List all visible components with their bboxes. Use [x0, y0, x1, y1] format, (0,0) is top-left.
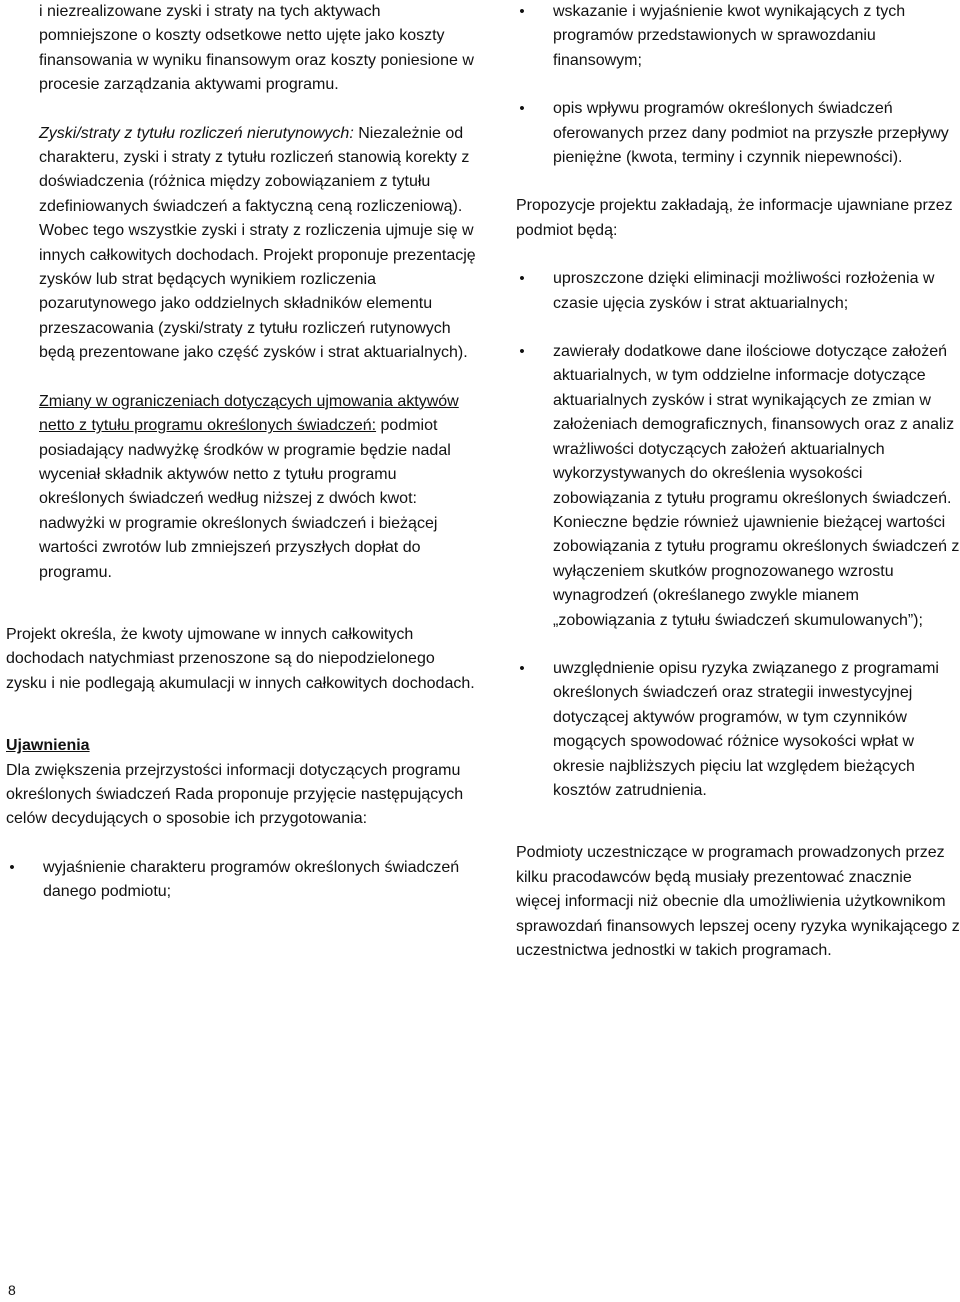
list-item-text: opis wpływu programów określonych świadczeń oferowanych przez dany podmiot na przyszłe przepływy pieniężne (kwota, terminy i czynnik niepewności). [553, 100, 949, 167]
list-item [516, 97, 960, 170]
disclosure-goals-list [6, 856, 476, 905]
list-item-text: uproszczone dzięki eliminacji możliwości rozłożenia w czasie ujęcia zysków i strat aktuarialnych; [553, 270, 935, 312]
page-number: 8 [8, 1282, 16, 1298]
paragraph-proposals: Propozycje projektu zakładają, że informacje ujawniane przez podmiot będą: [516, 197, 953, 239]
section-heading-disclosures: Ujawnienia [6, 737, 90, 755]
paragraph-disclosure-goals: Dla zwiększenia przejrzystości informacji dotyczących programu określonych świadczeń Rada proponuje przyjęcie następujących celów decydujących o sposobie ich przygotowania: [6, 761, 464, 828]
list-item [516, 0, 960, 73]
paragraph-settlements-body: Niezależnie od charakteru, zyski i straty z tytułu rozliczeń stanowią korekty z doświadczenia (różnica między zobowiązaniem z tytułu zdefiniowanych świadczeń a faktyczną ceną rozliczeniową). Wobec tego wszystkie zyski i straty z rozliczenia ujmuje się w innych całkowitych dochodach. Projekt proponuje prezentację zysków lub strat będących wynikiem rozliczenia pozarutynowego jako oddzielnych składników elementu przeszacowania (zyski/straty z tytułu rozliczeń rutynowych będą prezentowane jako część zysków i strat aktuarialnych). [39, 124, 476, 362]
paragraph-oci: Projekt określa, że kwoty ujmowane w innych całkowitych dochodach natychmiast przenoszone są do niepodzielonego zysku i nie podlegają akumulacji w innych całkowitych dochodach. [6, 625, 475, 692]
list-item [6, 856, 476, 905]
list-item [516, 340, 960, 633]
bullet-icon: • [519, 100, 525, 118]
list-item-text: wskazanie i wyjaśnienie kwot wynikających z tych programów przedstawionych w sprawozdaniu finansowym; [553, 3, 906, 69]
left-column [6, 0, 476, 905]
list-item-text: zawierały dodatkowe dane ilościowe dotyczące założeń aktuarialnych, w tym oddzielne informacje dotyczące aktuarialnych zysków i strat wynikających ze zmian w założeniach demograficznych, finansowych oraz z analiz wrażliwości dotyczących założeń aktuarialnych wykorzystywanych do określenia wysokości zobowiązania z tytułu programu określonych świadczeń. Konieczne będzie również ujawnienie bieżącej wartości zobowiązania z tytułu programu określonych świadczeń z wyłączeniem skutków prognozowanego wzrostu wynagrodzeń (określanego zwykle mianem „zobowiązania z tytułu świadczeń skumulowanych”); [553, 343, 960, 629]
bullet-icon: • [519, 270, 525, 288]
list-item [516, 657, 960, 803]
right-column [516, 0, 960, 963]
bullet-icon: • [519, 659, 525, 677]
subheading-asset-ceiling: Zmiany w ograniczeniach dotyczących ujmowania aktywów netto z tytułu programu określonych świadczeń: [39, 392, 459, 435]
paragraph-returns: i niezrealizowane zyski i straty na tych aktywach pomniejszone o koszty odsetkowe netto ujęte jako koszty finansowania w wyniku finansowym oraz koszty poniesione w procesie zarządzania aktywami programu. [39, 3, 474, 94]
paragraph-multiemployer: Podmioty uczestniczące w programach prowadzonych przez kilku pracodawców będą musiały prezentować znacznie więcej informacji niż obecnie dla umożliwienia użytkownikom sprawozdań finansowych lepszej oceny ryzyka wynikającego z uczestnictwa jednostki w takich programach. [516, 844, 960, 959]
bullet-icon: • [519, 3, 525, 20]
paragraph-asset-ceiling [6, 390, 476, 585]
paragraph-asset-ceiling-body: podmiot posiadający nadwyżkę środków w programie będzie nadal wyceniał składnik aktywów netto z tytułu programu określonych świadczeń według niższej z dwóch kwot: nadwyżki w programie określonych świadczeń i bieżącej wartości zwrotów lub zmniejszeń przyszłych dopłat do programu. [39, 417, 451, 581]
paragraph-settlements [6, 122, 476, 366]
subheading-settlements: Zyski/straty z tytułu rozliczeń nierutynowych: [39, 124, 354, 142]
proposals-list [516, 267, 960, 803]
disclosure-goals-list-continued [516, 0, 960, 170]
list-item [516, 267, 960, 316]
bullet-icon: • [9, 858, 15, 876]
bullet-icon: • [519, 343, 525, 361]
list-item-text: uwzględnienie opisu ryzyka związanego z programami określonych świadczeń oraz strategii inwestycyjnej dotyczącej aktywów programów, w tym czynników mogących spowodować różnice wysokości wpłat w okresie najbliższych pięciu lat względem bieżących kosztów zatrudnienia. [553, 659, 939, 799]
list-item-text: wyjaśnienie charakteru programów określonych świadczeń danego podmiotu; [43, 858, 460, 901]
